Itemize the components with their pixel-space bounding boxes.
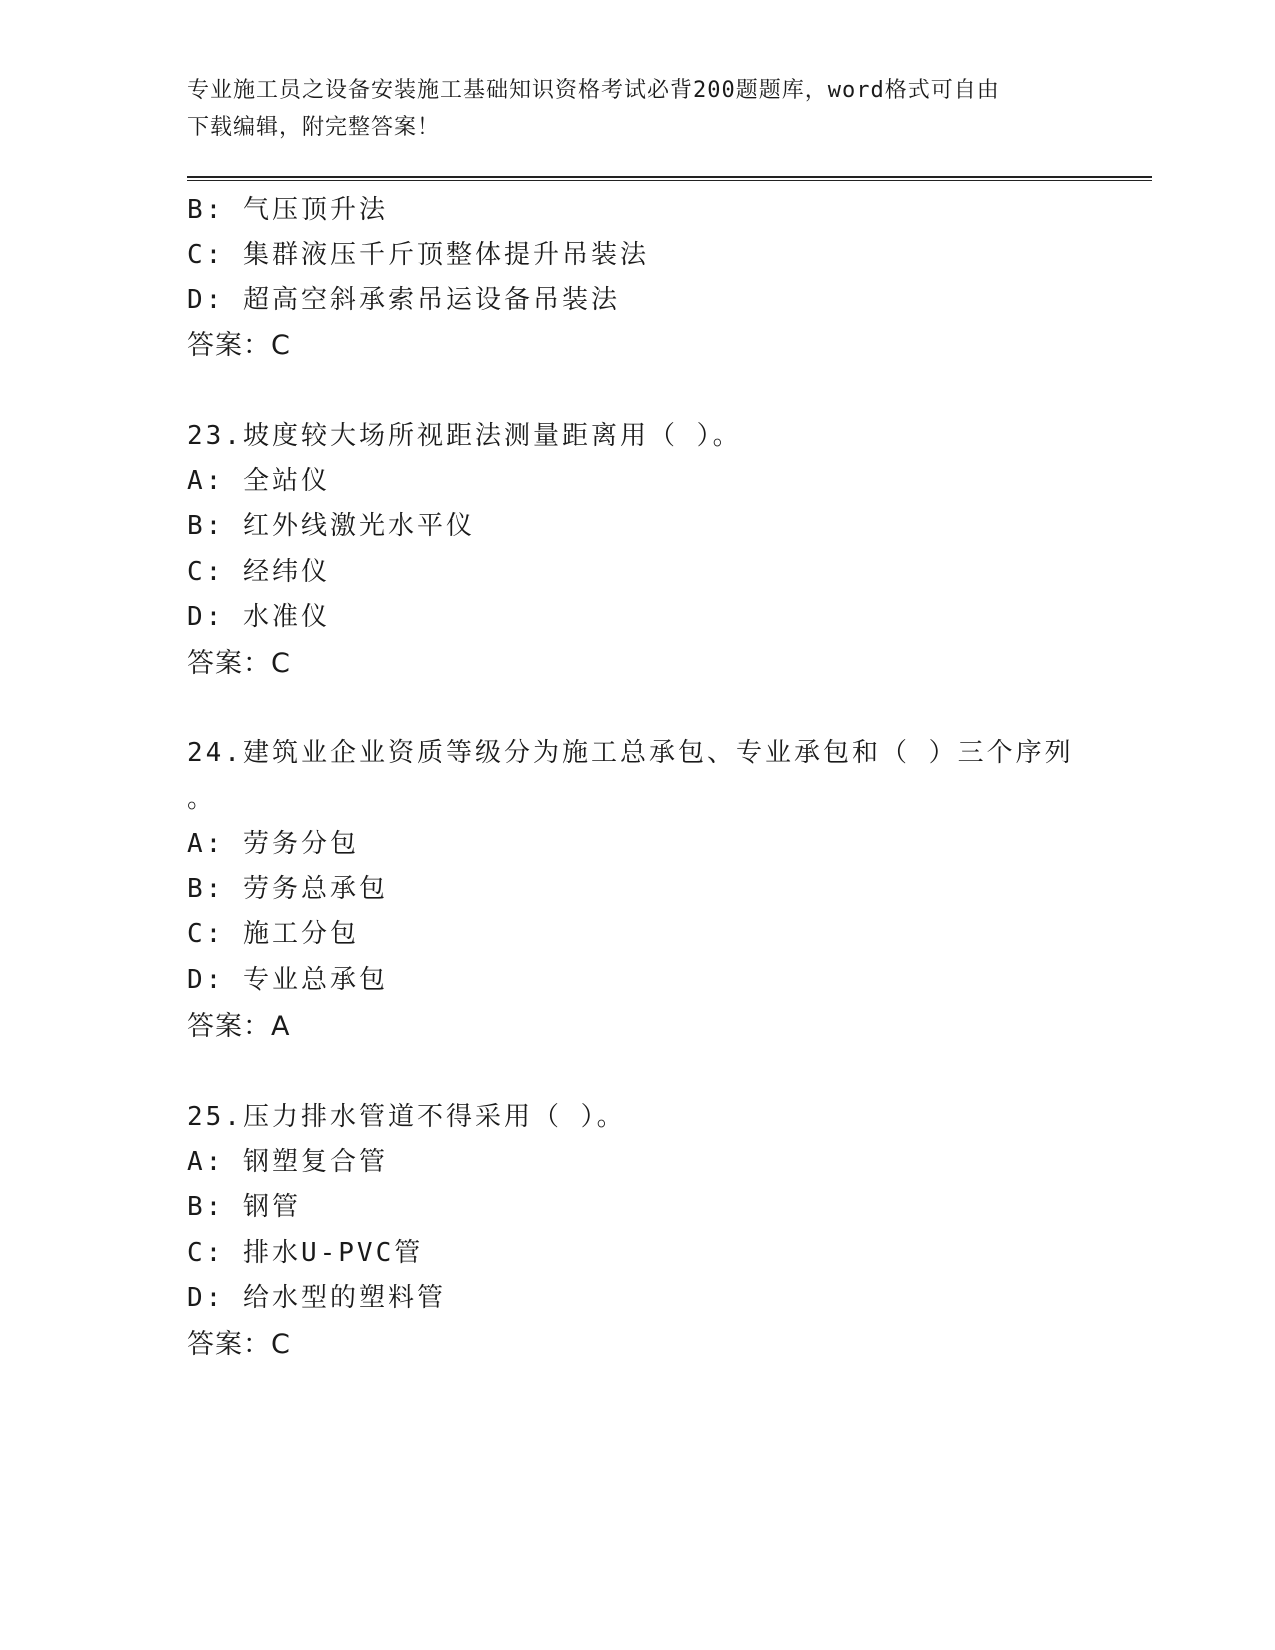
document-header	[187, 72, 1067, 146]
q23-stem: 23.坡度较大场所视距法测量距离用（ ）。	[187, 421, 742, 451]
q24-stem: 24.建筑业企业资质等级分为施工总承包、专业承包和（ ）三个序列	[187, 738, 1074, 768]
q25-option-d: D: 给水型的塑料管	[187, 1283, 446, 1313]
q25-option-c: C: 排水U-PVC管	[187, 1238, 424, 1268]
q22-option-b: B: 气压顶升法	[187, 195, 388, 225]
q23-answer: 答案：C	[187, 648, 291, 679]
q23-option-b: B: 红外线激光水平仪	[187, 511, 475, 541]
q25-option-b: B: 钢管	[187, 1192, 301, 1222]
header-line-2: 下载编辑，附完整答案！	[187, 115, 441, 140]
q22-option-d: D: 超高空斜承索吊运设备吊装法	[187, 285, 620, 315]
q24-option-d: D: 专业总承包	[187, 965, 388, 995]
q23-option-a: A: 全站仪	[187, 466, 330, 496]
q25-stem: 25.压力排水管道不得采用（ ）。	[187, 1102, 626, 1132]
q24-answer: 答案：A	[187, 1011, 291, 1042]
q22-option-c: C: 集群液压千斤顶整体提升吊装法	[187, 240, 649, 270]
header-line-1: 专业施工员之设备安装施工基础知识资格考试必背200题题库，word格式可自由	[187, 78, 1000, 103]
header-divider	[187, 176, 1152, 181]
q24-option-c: C: 施工分包	[187, 919, 359, 949]
q23-option-d: D: 水准仪	[187, 602, 330, 632]
q25-option-a: A: 钢塑复合管	[187, 1147, 388, 1177]
q24-option-b: B: 劳务总承包	[187, 874, 388, 904]
q24-stem-continuation: 。	[187, 784, 217, 814]
q24-option-a: A: 劳务分包	[187, 829, 359, 859]
q23-option-c: C: 经纬仪	[187, 557, 330, 587]
q25-answer: 答案：C	[187, 1329, 291, 1360]
q22-answer: 答案：C	[187, 330, 291, 361]
